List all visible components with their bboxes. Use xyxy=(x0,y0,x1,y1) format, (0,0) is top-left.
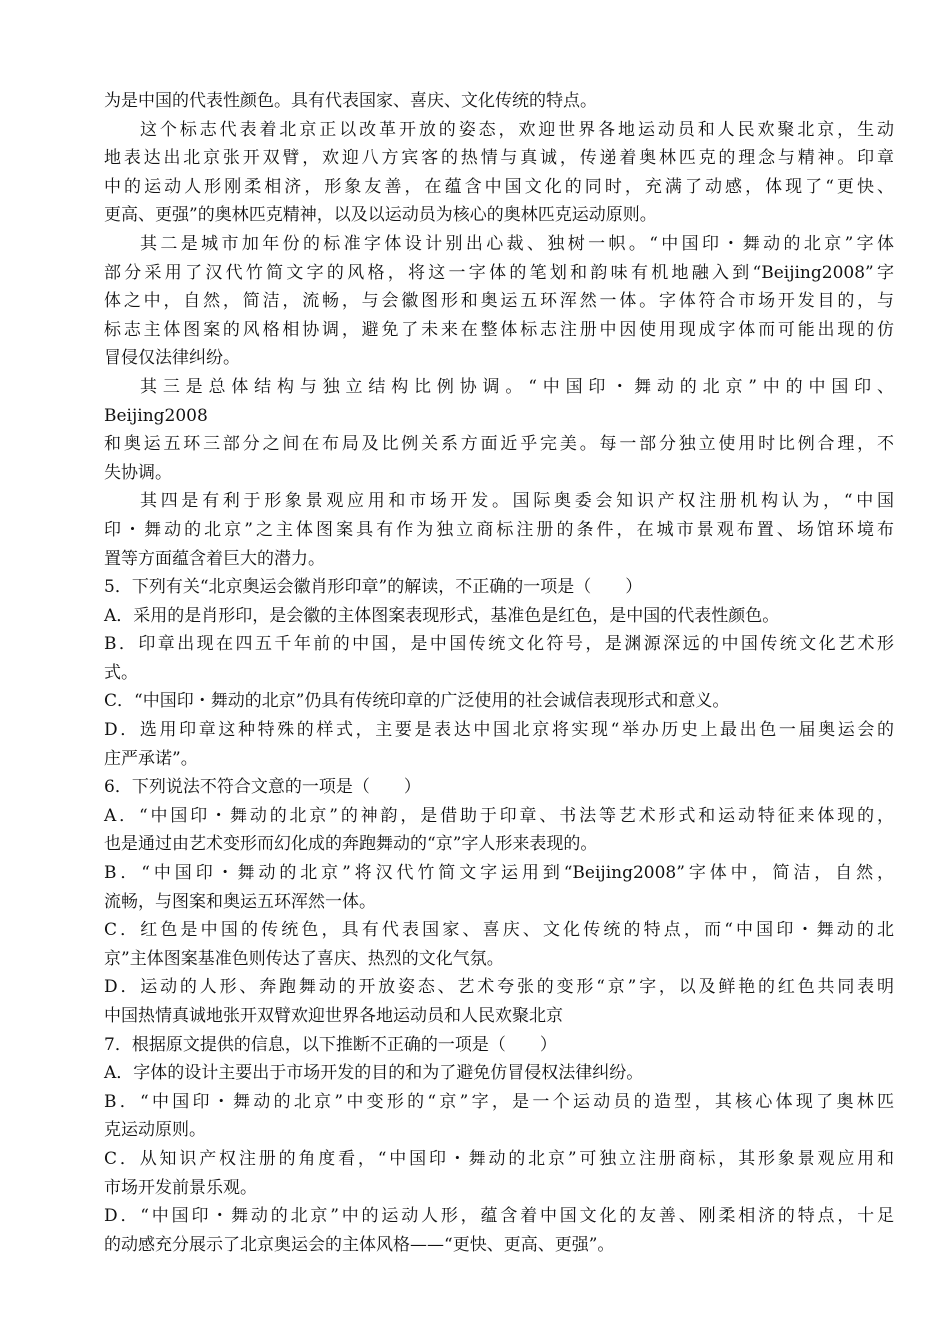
option-c: C．“中国印・舞动的北京”仍具有传统印章的广泛使用的社会诚信表现形式和意义。 xyxy=(104,691,730,712)
passage-paragraph-3 xyxy=(104,373,894,487)
text-line: 其四是有利于形象景观应用和市场开发。国际奥委会知识产权注册机构认为，“中国 xyxy=(140,491,894,512)
option-d: D．选用印章这种特殊的样式，主要是表达中国北京将实现“举办历史上最出色一届奥运会的 xyxy=(104,720,894,741)
option-a: A．字体的设计主要出于市场开发的目的和为了避免仿冒侵权法律纠纷。 xyxy=(104,1063,644,1084)
passage-paragraph-4 xyxy=(104,487,894,573)
passage-paragraph-2 xyxy=(104,230,894,373)
option-b-cont: 式。 xyxy=(104,662,138,683)
question-7 xyxy=(104,1031,894,1260)
text-line: 中的运动人形刚柔相济，形象友善，在蕴含中国文化的同时，充满了动感，体现了“更快、 xyxy=(104,176,894,197)
text-line: 为是中国的代表性颜色。具有代表国家、喜庆、文化传统的特点。 xyxy=(104,91,597,111)
option-a-cont: 也是通过由艺术变形而幻化成的奔跑舞动的“京”字人形来表现的。 xyxy=(104,834,598,855)
option-b: B．印章出现在四五千年前的中国，是中国传统文化符号，是渊源深远的中国传统文化艺术形 xyxy=(104,634,894,655)
text-line: 更高、更强”的奥林匹克精神，以及以运动员为核心的奥林匹克运动原则。 xyxy=(104,205,657,226)
text-line: 其二是城市加年份的标准字体设计别出心裁、独树一帜。“中国印・舞动的北京”字体 xyxy=(140,233,894,254)
option-d-cont: 中国热情真诚地张开双臂欢迎世界各地运动员和人民欢聚北京 xyxy=(104,1006,563,1026)
text-line: 失协调。 xyxy=(104,462,172,483)
text-line: 置等方面蕴含着巨大的潜力。 xyxy=(104,548,325,569)
option-b-cont: 流畅，与图案和奥运五环浑然一体。 xyxy=(104,891,376,912)
option-d: D．“中国印・舞动的北京”中的运动人形，蕴含着中国文化的友善、刚柔相济的特点，十足 xyxy=(104,1206,894,1227)
document-page xyxy=(104,87,894,1259)
question-6 xyxy=(104,773,894,1030)
option-b-cont: 克运动原则。 xyxy=(104,1120,206,1141)
question-stem: 5．下列有关“北京奥运会徽肖形印章”的解读，不正确的一项是（ ） xyxy=(104,577,643,598)
option-c: C．从知识产权注册的角度看，“中国印・舞动的北京”可独立注册商标，其形象景观应用和 xyxy=(104,1148,894,1169)
option-d-cont: 庄严承诺”。 xyxy=(104,748,198,769)
option-a: A．采用的是肖形印，是会徽的主体图案表现形式，基准色是红色，是中国的代表性颜色。 xyxy=(104,605,780,626)
option-d-cont: 的动感充分展示了北京奥运会的主体风格——“更快、更高、更强”。 xyxy=(104,1234,615,1255)
text-line: 标志主体图案的风格相协调，避免了未来在整体标志注册中因使用现成字体而可能出现的仿 xyxy=(104,319,894,340)
text-line: 其三是总体结构与独立结构比例协调。“中国印・舞动的北京”中的中国印、 xyxy=(140,376,894,397)
passage-paragraph-0 xyxy=(104,87,894,116)
question-stem: 6．下列说法不符合文意的一项是（ ） xyxy=(104,777,421,798)
option-c-cont: 京”主体图案基准色则传达了喜庆、热烈的文化气氛。 xyxy=(104,948,504,969)
option-a: A．“中国印・舞动的北京”的神韵，是借助于印章、书法等艺术形式和运动特征来体现的， xyxy=(104,805,894,826)
option-d: D．运动的人形、奔跑舞动的开放姿态、艺术夸张的变形“京”字，以及鲜艳的红色共同表明 xyxy=(104,977,894,998)
text-line: 冒侵仅法律纠纷。 xyxy=(104,348,240,369)
option-b: B．“中国印・舞动的北京”中变形的“京”字，是一个运动员的造型，其核心体现了奥林匹 xyxy=(104,1091,894,1112)
text-line: 这个标志代表着北京正以改革开放的姿态，欢迎世界各地运动员和人民欢聚北京，生动 xyxy=(140,119,894,140)
option-b: B．“中国印・舞动的北京”将汉代竹简文字运用到“Beijing2008”字体中，简洁，自然， xyxy=(104,863,894,884)
text-line: 体之中，自然，简洁，流畅，与会徽图形和奥运五环浑然一体。字体符合市场开发目的，与 xyxy=(104,291,894,312)
option-c-cont: 市场开发前景乐观。 xyxy=(104,1177,257,1198)
text-line: Beijing2008 xyxy=(104,405,208,426)
text-line: 部分采用了汉代竹简文字的风格，将这一字体的笔划和韵味有机地融入到“Beijing2008”字 xyxy=(104,262,894,283)
option-c: C．红色是中国的传统色，具有代表国家、喜庆、文化传统的特点，而“中国印・舞动的北 xyxy=(104,920,894,941)
question-5 xyxy=(104,573,894,773)
passage-paragraph-1 xyxy=(104,116,894,230)
text-line: 地表达出北京张开双臂，欢迎八方宾客的热情与真诚，传递着奥林匹克的理念与精神。印章 xyxy=(104,148,894,169)
text-line: 和奥运五环三部分之间在布局及比例关系方面近乎完美。每一部分独立使用时比例合理，不 xyxy=(104,434,894,455)
question-stem: 7．根据原文提供的信息，以下推断不正确的一项是（ ） xyxy=(104,1034,557,1055)
text-line: 印・舞动的北京”之主体图案具有作为独立商标注册的条件，在城市景观布置、场馆环境布 xyxy=(104,519,894,540)
